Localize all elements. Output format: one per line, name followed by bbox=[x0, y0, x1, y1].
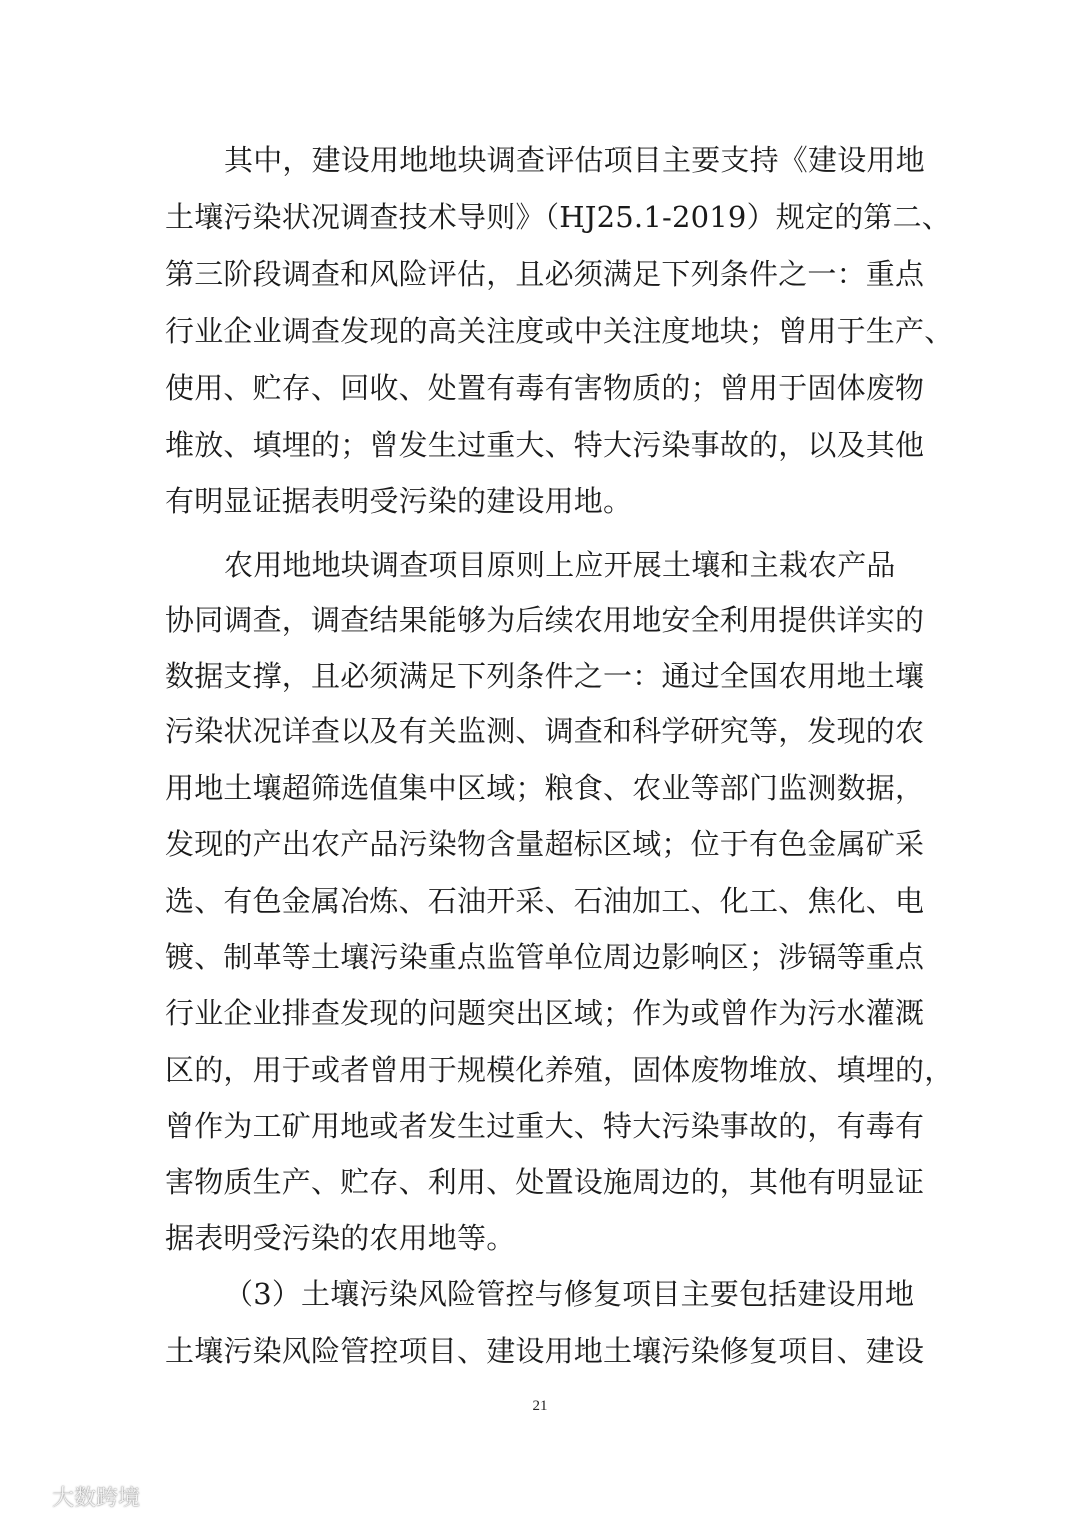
text-line: 使用、贮存、回收、处置有毒有害物质的；曾用于固体废物 bbox=[165, 371, 925, 405]
text-line: 区的，用于或者曾用于规模化养殖，固体废物堆放、填埋的， bbox=[165, 1053, 954, 1087]
text-line: 曾作为工矿用地或者发生过重大、特大污染事故的，有毒有 bbox=[165, 1109, 925, 1143]
watermark bbox=[8, 1478, 140, 1514]
text-line: 选、有色金属冶炼、石油开采、石油加工、化工、焦化、电 bbox=[165, 884, 925, 918]
text-line: 堆放、填埋的；曾发生过重大、特大污染事故的，以及其他 bbox=[165, 428, 925, 462]
brand-logo-icon bbox=[8, 1482, 48, 1510]
text-line: 污染状况详查以及有关监测、调查和科学研究等，发现的农 bbox=[165, 714, 925, 748]
page-number: 21 bbox=[532, 1398, 548, 1414]
text-line: 行业企业排查发现的问题突出区域；作为或曾作为污水灌溉 bbox=[165, 996, 925, 1030]
text-line: 土壤污染风险管控项目、建设用地土壤污染修复项目、建设 bbox=[165, 1334, 925, 1368]
text-line: 据表明受污染的农用地等。 bbox=[165, 1221, 516, 1255]
text-line: 其中，建设用地地块调查评估项目主要支持《建设用地 bbox=[224, 143, 925, 177]
text-line: 有明显证据表明受污染的建设用地。 bbox=[165, 484, 633, 518]
text-line: 行业企业调查发现的高关注度或中关注度地块；曾用于生产、 bbox=[165, 314, 954, 348]
text-line: 害物质生产、贮存、利用、处置设施周边的，其他有明显证 bbox=[165, 1165, 925, 1199]
watermark-text: 大数跨境 bbox=[52, 1485, 141, 1511]
text-line: 用地土壤超筛选值集中区域；粮食、农业等部门监测数据， bbox=[165, 771, 925, 805]
text-line: 第三阶段调查和风险评估，且必须满足下列条件之一：重点 bbox=[165, 257, 925, 291]
text-line: 数据支撑，且必须满足下列条件之一：通过全国农用地土壤 bbox=[165, 659, 925, 693]
text-line: 协同调查，调查结果能够为后续农用地安全利用提供详实的 bbox=[165, 603, 925, 637]
text-line: 镀、制革等土壤污染重点监管单位周边影响区；涉镉等重点 bbox=[165, 940, 925, 974]
text-line: 农用地地块调查项目原则上应开展土壤和主栽农产品 bbox=[224, 548, 896, 582]
text-line: 土壤污染状况调查技术导则》（HJ25.1-2019）规定的第二、 bbox=[165, 200, 951, 234]
text-line: （3）土壤污染风险管控与修复项目主要包括建设用地 bbox=[224, 1277, 915, 1311]
text-line: 发现的产出农产品污染物含量超标区域；位于有色金属矿采 bbox=[165, 827, 925, 861]
